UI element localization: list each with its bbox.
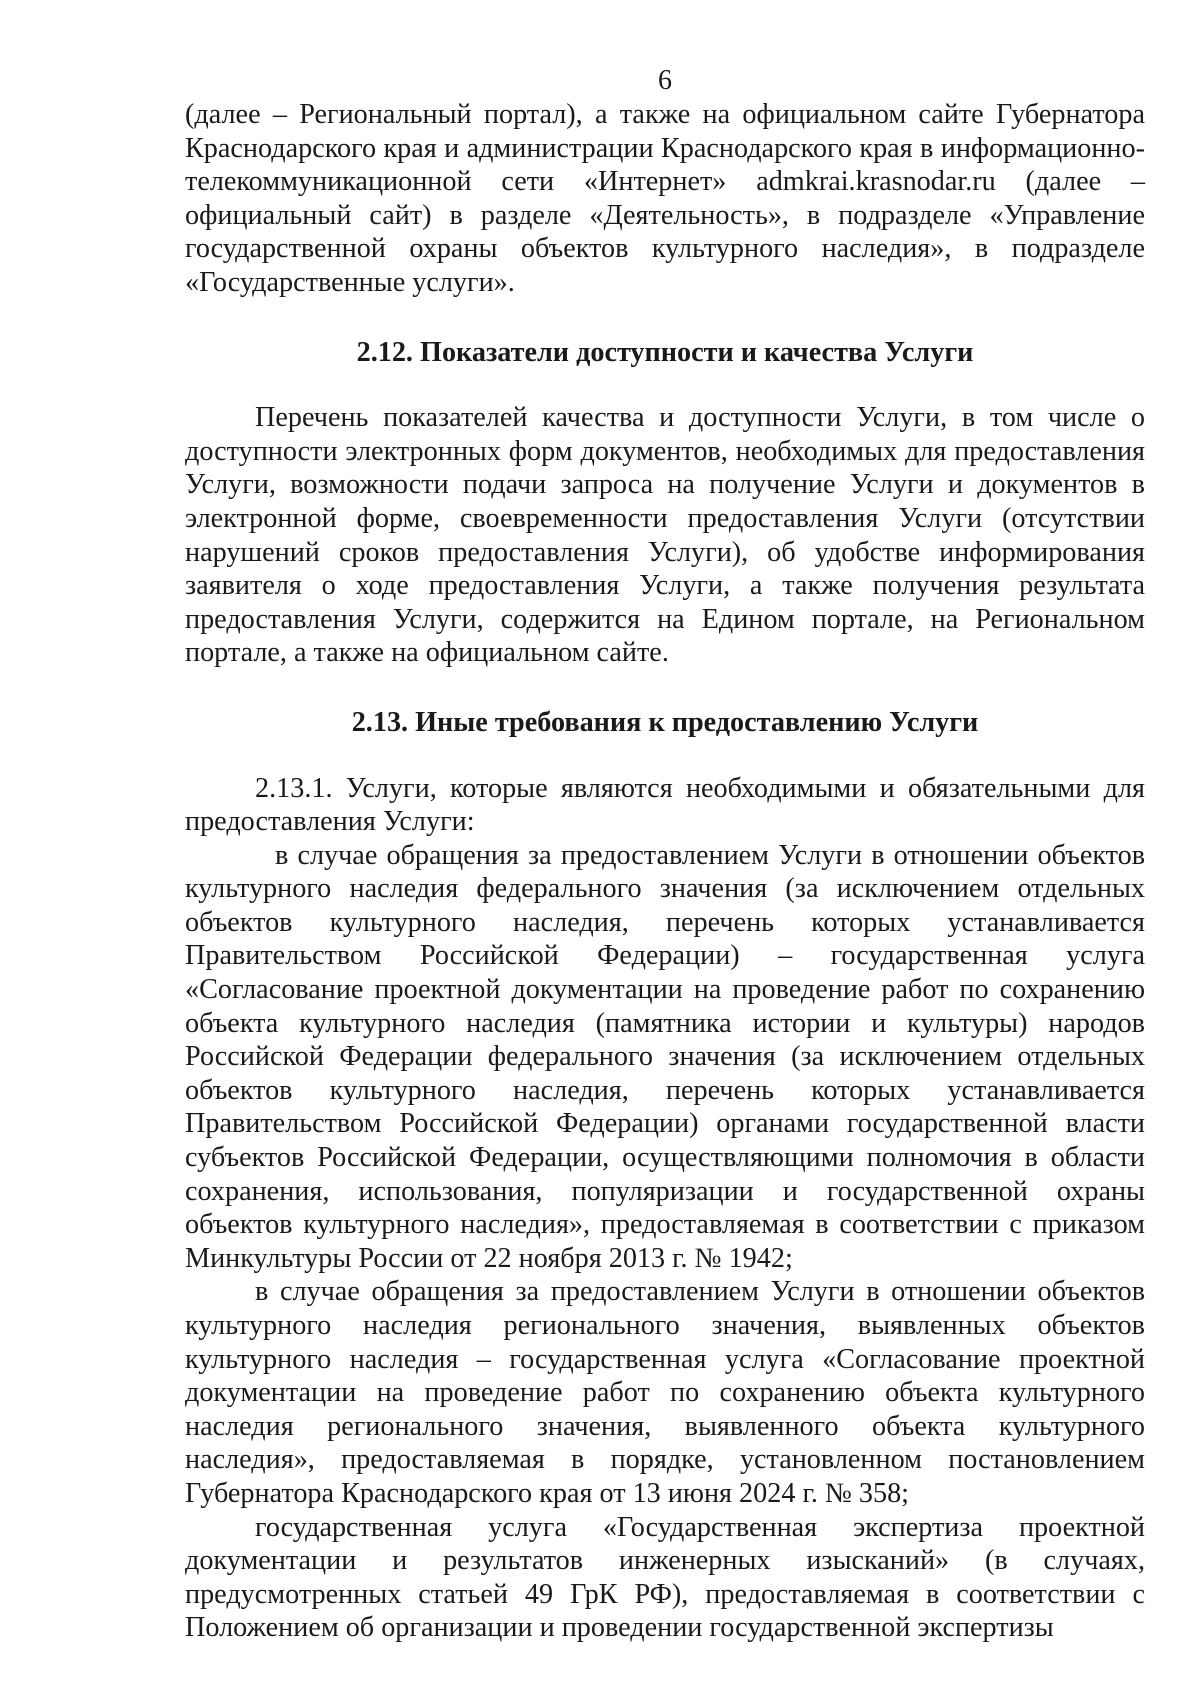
paragraph-federal-objects: в случае обращения за предоставлением Услуги в отношении объектов культурного наследия федерального значения (за исключением отдельных объектов культурного наследия, перечень которых устанавливается Правительством Российской Федерации) – государственная услуга «Согласование проектной документации на проведение работ по сохранению объекта культурного наследия (памятника истории и культуры) народов Российской Федерации федерального значения (за исключением отдельных объектов культурного наследия, перечень которых устанавливается Правительством Российской Федерации) органами государственной власти субъектов Российской Федерации, осуществляющими полномочия в области сохранения, использования, популяризации и государственной охраны объектов культурного наследия», предоставляемая в соответствии с приказом Минкультуры России от 22 ноября 2013 г. № 1942; [185, 839, 1145, 1274]
paragraph-continuation: (далее – Региональный портал), а также на официальном сайте Губернатора Краснодарского края и администрации Краснодарского края в информационно-телекоммуникационной сети «Интернет» admkrai.krasnodar.ru (далее – официальный сайт) в разделе «Деятельность», в подразделе «Управление государственной охраны объектов культурного наследия», в подразделе «Государственные услуги». [185, 99, 1145, 298]
page-number: 6 [658, 65, 672, 96]
document-page [185, 66, 1145, 1645]
paragraph-quality-indicators: Перечень показателей качества и доступности Услуги, в том числе о доступности электронных форм документов, необходимых для предоставления Услуги, возможности подачи запроса на получение Услуги и документов в электронной форме, своевременности предоставления Услуги (отсутствии нарушений сроков предоставления Услуги), об удобстве информирования заявителя о ходе предоставления Услуги, а также получения результата предоставления Услуги, содержится на Едином портале, на Региональном портале, а также на официальном сайте. [185, 402, 1145, 669]
paragraph-state-expertise: государственная услуга «Государственная экспертиза проектной документации и результатов инженерных изысканий» (в случаях, предусмотренных статьей 49 ГрК РФ), предоставляемая в соответствии с Положением об организации и проведении государственной экспертизы [185, 1511, 1145, 1644]
paragraph-2-13-1: 2.13.1. Услуги, которые являются необходимыми и обязательными для предоставления Услуги: [185, 772, 1145, 838]
section-heading-2-12: 2.12. Показатели доступности и качества Услуги [356, 336, 974, 368]
section-heading-2-13: 2.13. Иные требования к предоставлению Услуги [351, 706, 979, 738]
paragraph-regional-objects: в случае обращения за предоставлением Услуги в отношении объектов культурного наследия регионального значения, выявленных объектов культурного наследия – государственная услуга «Согласование проектной документации на проведение работ по сохранению объекта культурного наследия регионального значения, выявленного объекта культурного наследия», предоставляемая в порядке, установленном постановлением Губернатора Краснодарского края от 13 июня 2024 г. № 358; [185, 1276, 1145, 1509]
